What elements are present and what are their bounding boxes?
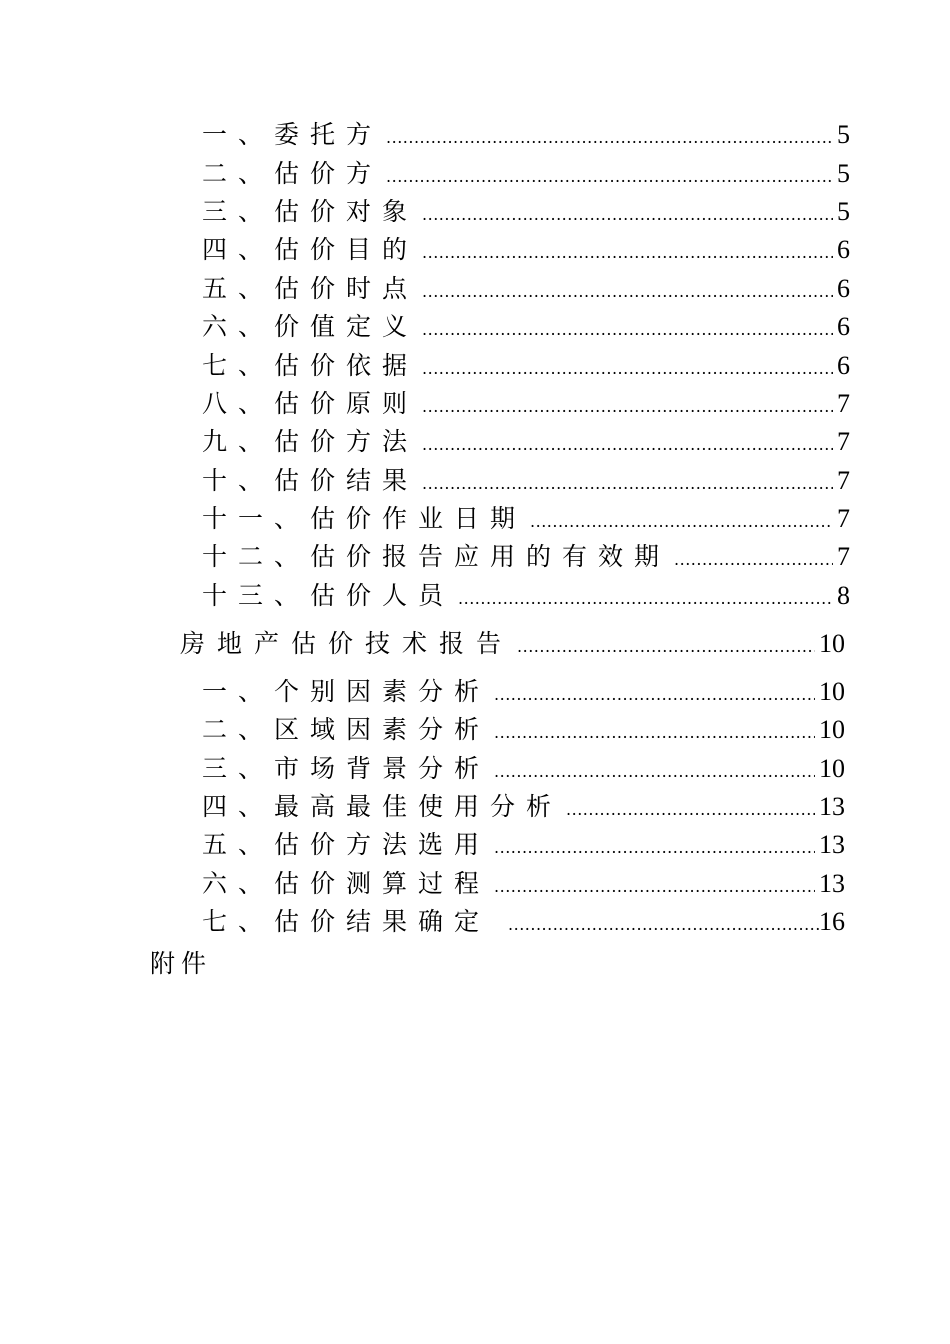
toc-entry[interactable] bbox=[202, 348, 850, 384]
dot-leader bbox=[508, 907, 819, 943]
toc-entry[interactable] bbox=[202, 194, 850, 230]
dot-leader bbox=[422, 312, 833, 348]
toc-entry[interactable] bbox=[202, 866, 845, 902]
dot-leader bbox=[494, 869, 815, 905]
toc-appendix[interactable]: 附件 bbox=[150, 949, 213, 978]
toc-entry-page: 6 bbox=[837, 351, 850, 380]
toc-entry[interactable] bbox=[202, 539, 850, 575]
dot-leader bbox=[674, 542, 833, 578]
toc-chapter-page: 10 bbox=[819, 629, 845, 658]
dot-leader bbox=[422, 427, 833, 463]
toc-entry[interactable] bbox=[202, 156, 850, 192]
dot-leader bbox=[422, 466, 833, 502]
dot-leader bbox=[494, 677, 815, 713]
toc-entry-page: 10 bbox=[819, 677, 845, 706]
toc-entry-page: 6 bbox=[837, 235, 850, 264]
toc-entry-page: 13 bbox=[819, 792, 845, 821]
dot-leader bbox=[517, 629, 815, 665]
toc-chapter-label: 房地产估价技术报告 bbox=[180, 629, 514, 658]
toc-entry-page: 10 bbox=[819, 754, 845, 783]
toc-entry-page: 7 bbox=[837, 466, 850, 495]
toc-entry-label: 一、委托方 bbox=[202, 120, 383, 149]
toc-entry-label: 十三、估价人员 bbox=[202, 581, 455, 610]
toc-entry-label: 二、区域因素分析 bbox=[202, 715, 491, 744]
toc-entry-label: 一、个别因素分析 bbox=[202, 677, 491, 706]
toc-entry-label: 七、估价结果确定 bbox=[202, 907, 491, 936]
toc-entry-page: 6 bbox=[837, 312, 850, 341]
toc-entry-label: 四、最高最佳使用分析 bbox=[202, 792, 563, 821]
toc-entry-page: 5 bbox=[837, 159, 850, 188]
toc-entry-label: 五、估价时点 bbox=[202, 274, 419, 303]
dot-leader bbox=[566, 792, 815, 828]
toc-entry-page: 5 bbox=[837, 197, 850, 226]
toc-entry-page: 6 bbox=[837, 274, 850, 303]
toc-entry[interactable] bbox=[202, 674, 845, 710]
dot-leader bbox=[422, 235, 833, 271]
toc-entry-page: 10 bbox=[819, 715, 845, 744]
toc-entry-label: 八、估价原则 bbox=[202, 389, 419, 418]
dot-leader bbox=[494, 754, 815, 790]
toc-entry-label: 十二、估价报告应用的有效期 bbox=[202, 542, 671, 571]
toc-entry-page: 16 bbox=[819, 907, 845, 936]
dot-leader bbox=[458, 581, 833, 617]
toc-entry[interactable] bbox=[202, 904, 845, 940]
toc-entry[interactable] bbox=[202, 271, 850, 307]
toc-entry[interactable] bbox=[202, 309, 850, 345]
toc-entry-label: 四、估价目的 bbox=[202, 235, 419, 264]
dot-leader bbox=[494, 830, 815, 866]
toc-entry-page: 5 bbox=[837, 120, 850, 149]
toc-entry-page: 7 bbox=[837, 542, 850, 571]
toc-entry-page: 7 bbox=[837, 389, 850, 418]
toc-entry[interactable] bbox=[202, 424, 850, 460]
toc-entry[interactable] bbox=[202, 501, 850, 537]
toc-entry[interactable] bbox=[202, 827, 845, 863]
toc-entry[interactable] bbox=[202, 789, 845, 825]
toc-entry-label: 二、估价方 bbox=[202, 159, 383, 188]
dot-leader bbox=[422, 389, 833, 425]
toc-entry[interactable] bbox=[202, 232, 850, 268]
toc-entry-page: 7 bbox=[837, 504, 850, 533]
toc-entry-label: 五、估价方法选用 bbox=[202, 830, 491, 859]
toc-entry-page: 13 bbox=[819, 830, 845, 859]
toc-entry[interactable] bbox=[202, 712, 845, 748]
toc-entry-label: 三、估价对象 bbox=[202, 197, 419, 226]
toc-entry-label: 九、估价方法 bbox=[202, 427, 419, 456]
toc-entry-page: 8 bbox=[837, 581, 850, 610]
dot-leader bbox=[422, 274, 833, 310]
dot-leader bbox=[386, 159, 833, 195]
toc-entry[interactable] bbox=[202, 386, 850, 422]
toc-entry-label: 十、估价结果 bbox=[202, 466, 419, 495]
toc-entry-label: 十一、估价作业日期 bbox=[202, 504, 527, 533]
toc-entry-label: 六、价值定义 bbox=[202, 312, 419, 341]
toc-entry[interactable] bbox=[202, 751, 845, 787]
dot-leader bbox=[494, 715, 815, 751]
dot-leader bbox=[530, 504, 833, 540]
toc-entry[interactable] bbox=[202, 578, 850, 614]
toc-entry[interactable] bbox=[202, 117, 850, 153]
dot-leader bbox=[386, 120, 833, 156]
toc-entry-label: 六、估价测算过程 bbox=[202, 869, 491, 898]
toc-entry[interactable] bbox=[202, 463, 850, 499]
dot-leader bbox=[422, 197, 833, 233]
toc-entry-label: 三、市场背景分析 bbox=[202, 754, 491, 783]
dot-leader bbox=[422, 351, 833, 387]
toc-chapter-entry[interactable] bbox=[180, 626, 845, 662]
toc-entry-page: 7 bbox=[837, 427, 850, 456]
toc-entry-label: 七、估价依据 bbox=[202, 351, 419, 380]
toc-entry-page: 13 bbox=[819, 869, 845, 898]
